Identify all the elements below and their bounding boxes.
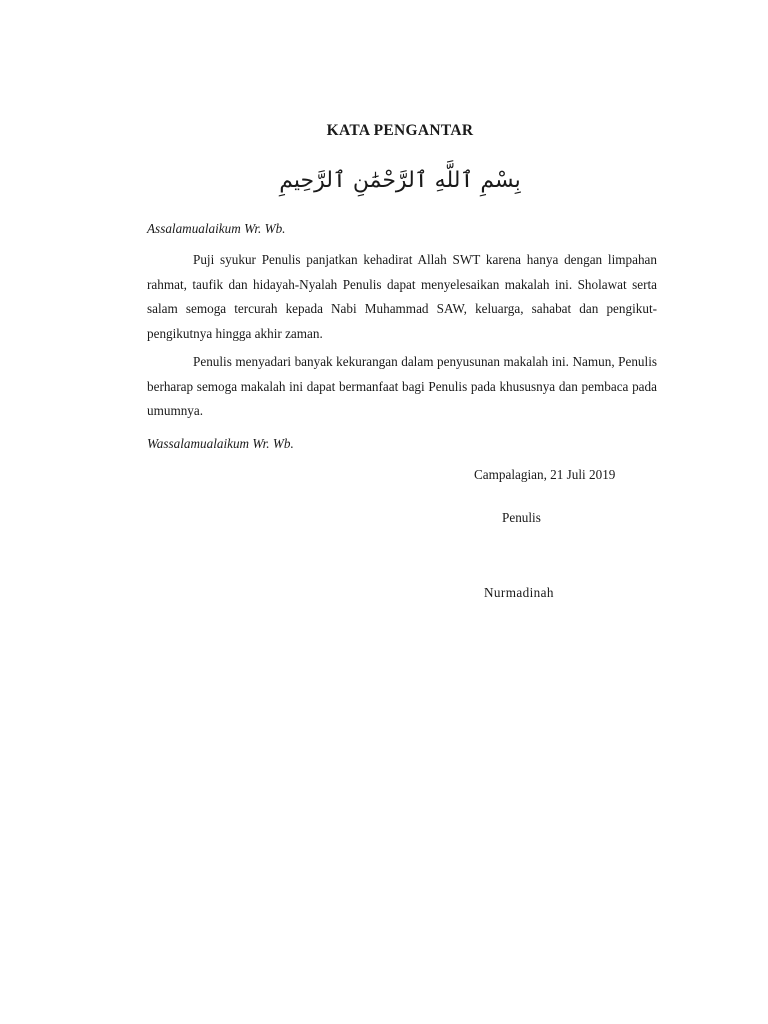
page-title: KATA PENGANTAR: [326, 122, 474, 139]
paragraph-2: Penulis menyadari banyak kekurangan dalam penyusunan makalah ini. Namun, Penulis berharap semoga makalah ini dapat bermanfaat bagi Penulis pada khususnya dan pembaca pada umumnya.: [147, 354, 657, 418]
paragraph-1: Puji syukur Penulis panjatkan kehadirat Allah SWT karena hanya dengan limpahan rahmat, taufik dan hidayah-Nyalah Penulis dapat menyelesaikan makalah ini. Sholawat serta salam semoga tercurah kepada Nabi Muhammad SAW, keluarga, sahabat dan pengikut-pengikutnya hingga akhir zaman.: [147, 252, 657, 341]
closing-greeting: Wassalamualaikum Wr. Wb.: [147, 436, 294, 451]
signature-role: Penulis: [502, 510, 541, 525]
signature-place-date: Campalagian, 21 Juli 2019: [474, 467, 616, 482]
opening-greeting: Assalamualaikum Wr. Wb.: [147, 221, 286, 236]
basmala-text: بِسْمِ ٱللَّهِ ٱلرَّحْمَٰنِ ٱلرَّحِيمِ: [279, 168, 521, 193]
signature-name: Nurmadinah: [484, 585, 554, 600]
